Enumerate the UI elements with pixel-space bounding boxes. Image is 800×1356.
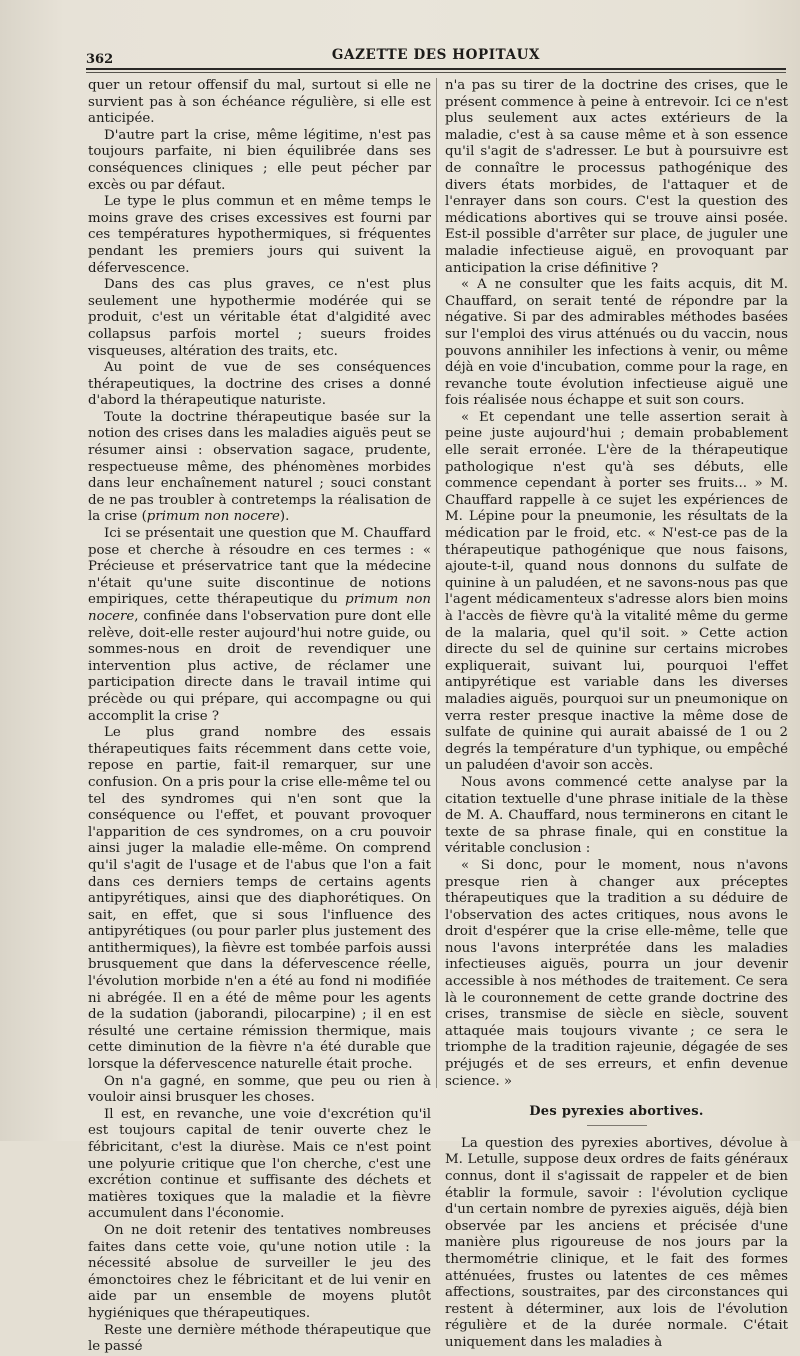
paragraph-text: Il est, en revanche, une voie d'excrétion qu'il est toujours capital de tenir ouverte chez le fébricitant, c'est la diurèse. Mais ce n'est point une polyurie critique que l'on cherche, c'est une excrétion continue et suffisante des déchets et matières toxiques que la maladie et la fièvre accumulent dans l'économie. [88,1106,431,1222]
paragraph [88,526,431,725]
page-number: 362 [86,52,114,67]
paragraph [445,858,788,1090]
paragraph [445,78,788,277]
latin-phrase: primum non nocere [146,509,280,525]
left-column [88,78,431,1356]
section-heading-text: Des pyrexies abortives. [529,1104,704,1120]
heading-underline [587,1125,647,1126]
paragraph [445,775,788,858]
paragraph [88,128,431,194]
paragraph-text: « Si donc, pour le moment, nous n'avons presque rien à changer aux préceptes thérapeutiques que la tradition a su déduire de l'observation des actes critiques, nous avons le droit d'espérer que la crise elle-même, telle que nous l'avons interprétée dans les maladies infectieuses aiguës, pourra un jour devenir accessible à nos méthodes de traitement. Ce sera là le couronnement de cette grande doctrine des crises, transmise de siècle en siècle, souvent attaquée mais toujours vivante ; ce sera le triomphe de la tradition rajeunie, dégagée de ses préjugés et de ses erreurs, et enfin devenue science. » [445,857,788,1089]
paragraph-text: Au point de vue de ses conséquences thérapeutiques, la doctrine des crises a donné d'abord la thérapeutique naturiste. [88,360,431,409]
paragraph-text: Nous avons commencé cette analyse par la citation textuelle d'une phrase initiale de la thèse de M. A. Chauffard, nous terminerons en citant le texte de sa phrase finale, qui en constitue la véritable conclusion : [445,774,788,857]
paragraph-text: Toute la doctrine thérapeutique basée sur la notion des crises dans les maladies aiguës peut se résumer ainsi : observation sagace, prudente, respectueuse même, des phénomènes morbides dans leur enchaînement naturel ; souci constant de ne pas troubler à contretemps la réalisation de la crise ( [88,409,431,525]
paragraph-text-continued: , confinée dans l'observation pure dont elle relève, doit-elle rester aujourd'hui notre guide, ou sommes-nous en droit de revendiquer une intervention plus active, de réclamer une participation directe dans le travail intime qui précède ou qui prépare, qui accompagne ou qui accomplit la crise ? [88,609,431,724]
column-divider [436,78,437,1088]
journal-title: GAZETTE DES HOPITAUX [331,47,541,63]
paragraph-text: Ici se présentait une question que M. Chauffard pose et cherche à résoudre en ces termes : « Précieuse et préservatrice tant que la médecine n'était qu'une suite discontinue de notions empiriques, cette thérapeutique du [88,526,431,608]
right-column-text [445,78,788,1090]
paragraph-text: quer un retour offensif du mal, surtout si elle ne survient pas à son échéance régulière, si elle est anticipée. [88,78,431,127]
paragraph [88,1107,431,1223]
paragraph-text: La question des pyrexies abortives, dévolue à M. Letulle, suppose deux ordres de faits généraux connus, dont il s'agissait de rappeler et de bien établir la formule, savoir : l'évolution cyclique d'un certain nombre de pyrexies aiguës, déjà bien observée par les anciens et précisée d'une manière plus rigoureuse de nos jours par la thermométrie clinique, et le fait des formes atténuées, frustes ou latentes de ces mêmes affections, soustraites, par des circonstances qui restent à déterminer, aux lois de l'évolution régulière et de la durée normale. C'était uniquement dans les maladies à [445,1135,788,1350]
latin-phrase: primum non nocere [88,592,431,624]
section-heading [445,1104,788,1126]
paragraph [88,725,431,1073]
paragraph-text-continued: ). [279,509,290,525]
paragraph [88,1323,431,1356]
paragraph-text: « A ne consulter que les faits acquis, dit M. Chauffard, on serait tenté de répondre par la négative. Si par des admirables méthodes basées sur l'emploi des virus atténués ou du vaccin, nous pouvons annihiler les infections à venir, ou même déjà en voie d'incubation, comme pour la rage, en revanche toute évolution infectieuse aiguë une fois réalisée nous échappe et suit son cours. [445,277,788,409]
paragraph [445,410,788,775]
paragraph-text: On ne doit retenir des tentatives nombreuses faites dans cette voie, qu'une notion utile : la nécessité absolue de surveiller le jeu des émonctoires chez le fébricitant et de lui venir en aide par un ensemble de moyens plutôt hygiéniques que thérapeutiques. [88,1222,431,1321]
paragraph [445,277,788,410]
paragraph [88,277,431,360]
paragraph [88,1223,431,1323]
paragraph [445,1136,788,1352]
right-column-text-after-heading [445,1136,788,1352]
paragraph-text: D'autre part la crise, même légitime, n'est pas toujours parfaite, ni bien équilibrée dans ses conséquences cliniques ; elle peut pécher par excès ou par défaut. [88,127,431,193]
paragraph-text: Reste une dernière méthode thérapeutique que le passé [88,1322,431,1355]
paragraph-text: On n'a gagné, en somme, que peu ou rien à vouloir ainsi brusquer les choses. [88,1073,431,1106]
paragraph-text: n'a pas su tirer de la doctrine des crises, que le présent commence à peine à entrevoir. Ici ce n'est plus seulement aux actes extérieurs de la maladie, c'est à sa cause même et à son essence qu'il s'agit de s'adresser. Le but à poursuivre est de connaître le processus pathogénique des divers états morbides, de l'attaquer et de l'enrayer dans son cours. C'est la question des médications abortives qui se trouve ainsi posée. Est-il possible d'arrêter sur place, de juguler une maladie infectieuse aiguë, en provoquant par anticipation la crise définitive ? [445,78,788,276]
header-rule-thin [86,72,786,73]
paragraph [88,194,431,277]
paragraph [88,78,431,128]
header-rule [86,68,786,70]
paragraph [88,360,431,410]
paragraph-text: Le type le plus commun et en même temps le moins grave des crises excessives est fourni par ces températures hypothermiques, si fréquentes pendant les premiers jours qui suivent la défervescence. [88,194,431,276]
paragraph-text: Dans des cas plus graves, ce n'est plus seulement une hypothermie modérée qui se produit, c'est un véritable état d'algidité avec collapsus parfois mortel ; sueurs froides visqueuses, altération des traits, etc. [88,277,431,359]
paragraph [88,1074,431,1107]
page-header [86,44,786,66]
paragraph-text: Le plus grand nombre des essais thérapeutiques faits récemment dans cette voie, repose en partie, fait-il remarquer, sur une confusion. On a pris pour la crise elle-même tel ou tel des syndromes qui n'en sont que la conséquence ou l'effet, et pouvant provoquer l'apparition de ces syndromes, on a cru pouvoir ainsi juger la maladie elle-même. On comprend qu'il s'agit de l'usage et de l'abus que l'on a fait dans ces derniers temps de certains agents antipyrétiques, ainsi que des diaphorétiques. On sait, en effet, que si sous l'influence des antipyrétiques (ou pour parler plus justement des antithermiques), la fièvre est tombée parfois aussi brusquement que dans la défervescence réelle, l'évolution morbide n'en a été au fond ni modifiée ni abrégée. Il en a été de même pour les agents de la sudation (jaborandi, pilocarpine) ; il en est résulté une certaine rémission thermique, mais cette diminution de la fièvre n'a été durable que lorsque la défervescence naturelle était proche. [88,725,431,1073]
right-column [445,78,788,1352]
paragraph [88,410,431,526]
paragraph-text: « Et cependant une telle assertion serait à peine juste aujourd'hui ; demain probablement elle serait erronée. L'ère de la thérapeutique pathologique n'est qu'à ses débuts, elle commence cependant à porter ses fruits... » M. Chauffard rappelle à ce sujet les expériences de M. Lépine pour la pneumonie, les résultats de la médication par le froid, etc. « N'est-ce pas de la thérapeutique pathogénique que nous faisons, ajoute-t-il, quand nous donnons du sulfate de quinine à un paludéen, et ne savons-nous pas que l'agent médicamenteux s'adresse alors bien moins à l'accès de fièvre qu'à la vitalité même du germe de la malaria, quel qu'il soit. » Cette action directe du sel de quinine sur certains microbes expliquerait, suivant lui, pourquoi l'effet antipyrétique est variable dans les diverses maladies aiguës, pourquoi sur un pneumonique on verra rester presque inactive la même dose de sulfate de quinine qui aurait abaissé de 1 ou 2 degrés la température d'un typhique, ou empêché un paludéen d'avoir son accès. [445,409,789,774]
